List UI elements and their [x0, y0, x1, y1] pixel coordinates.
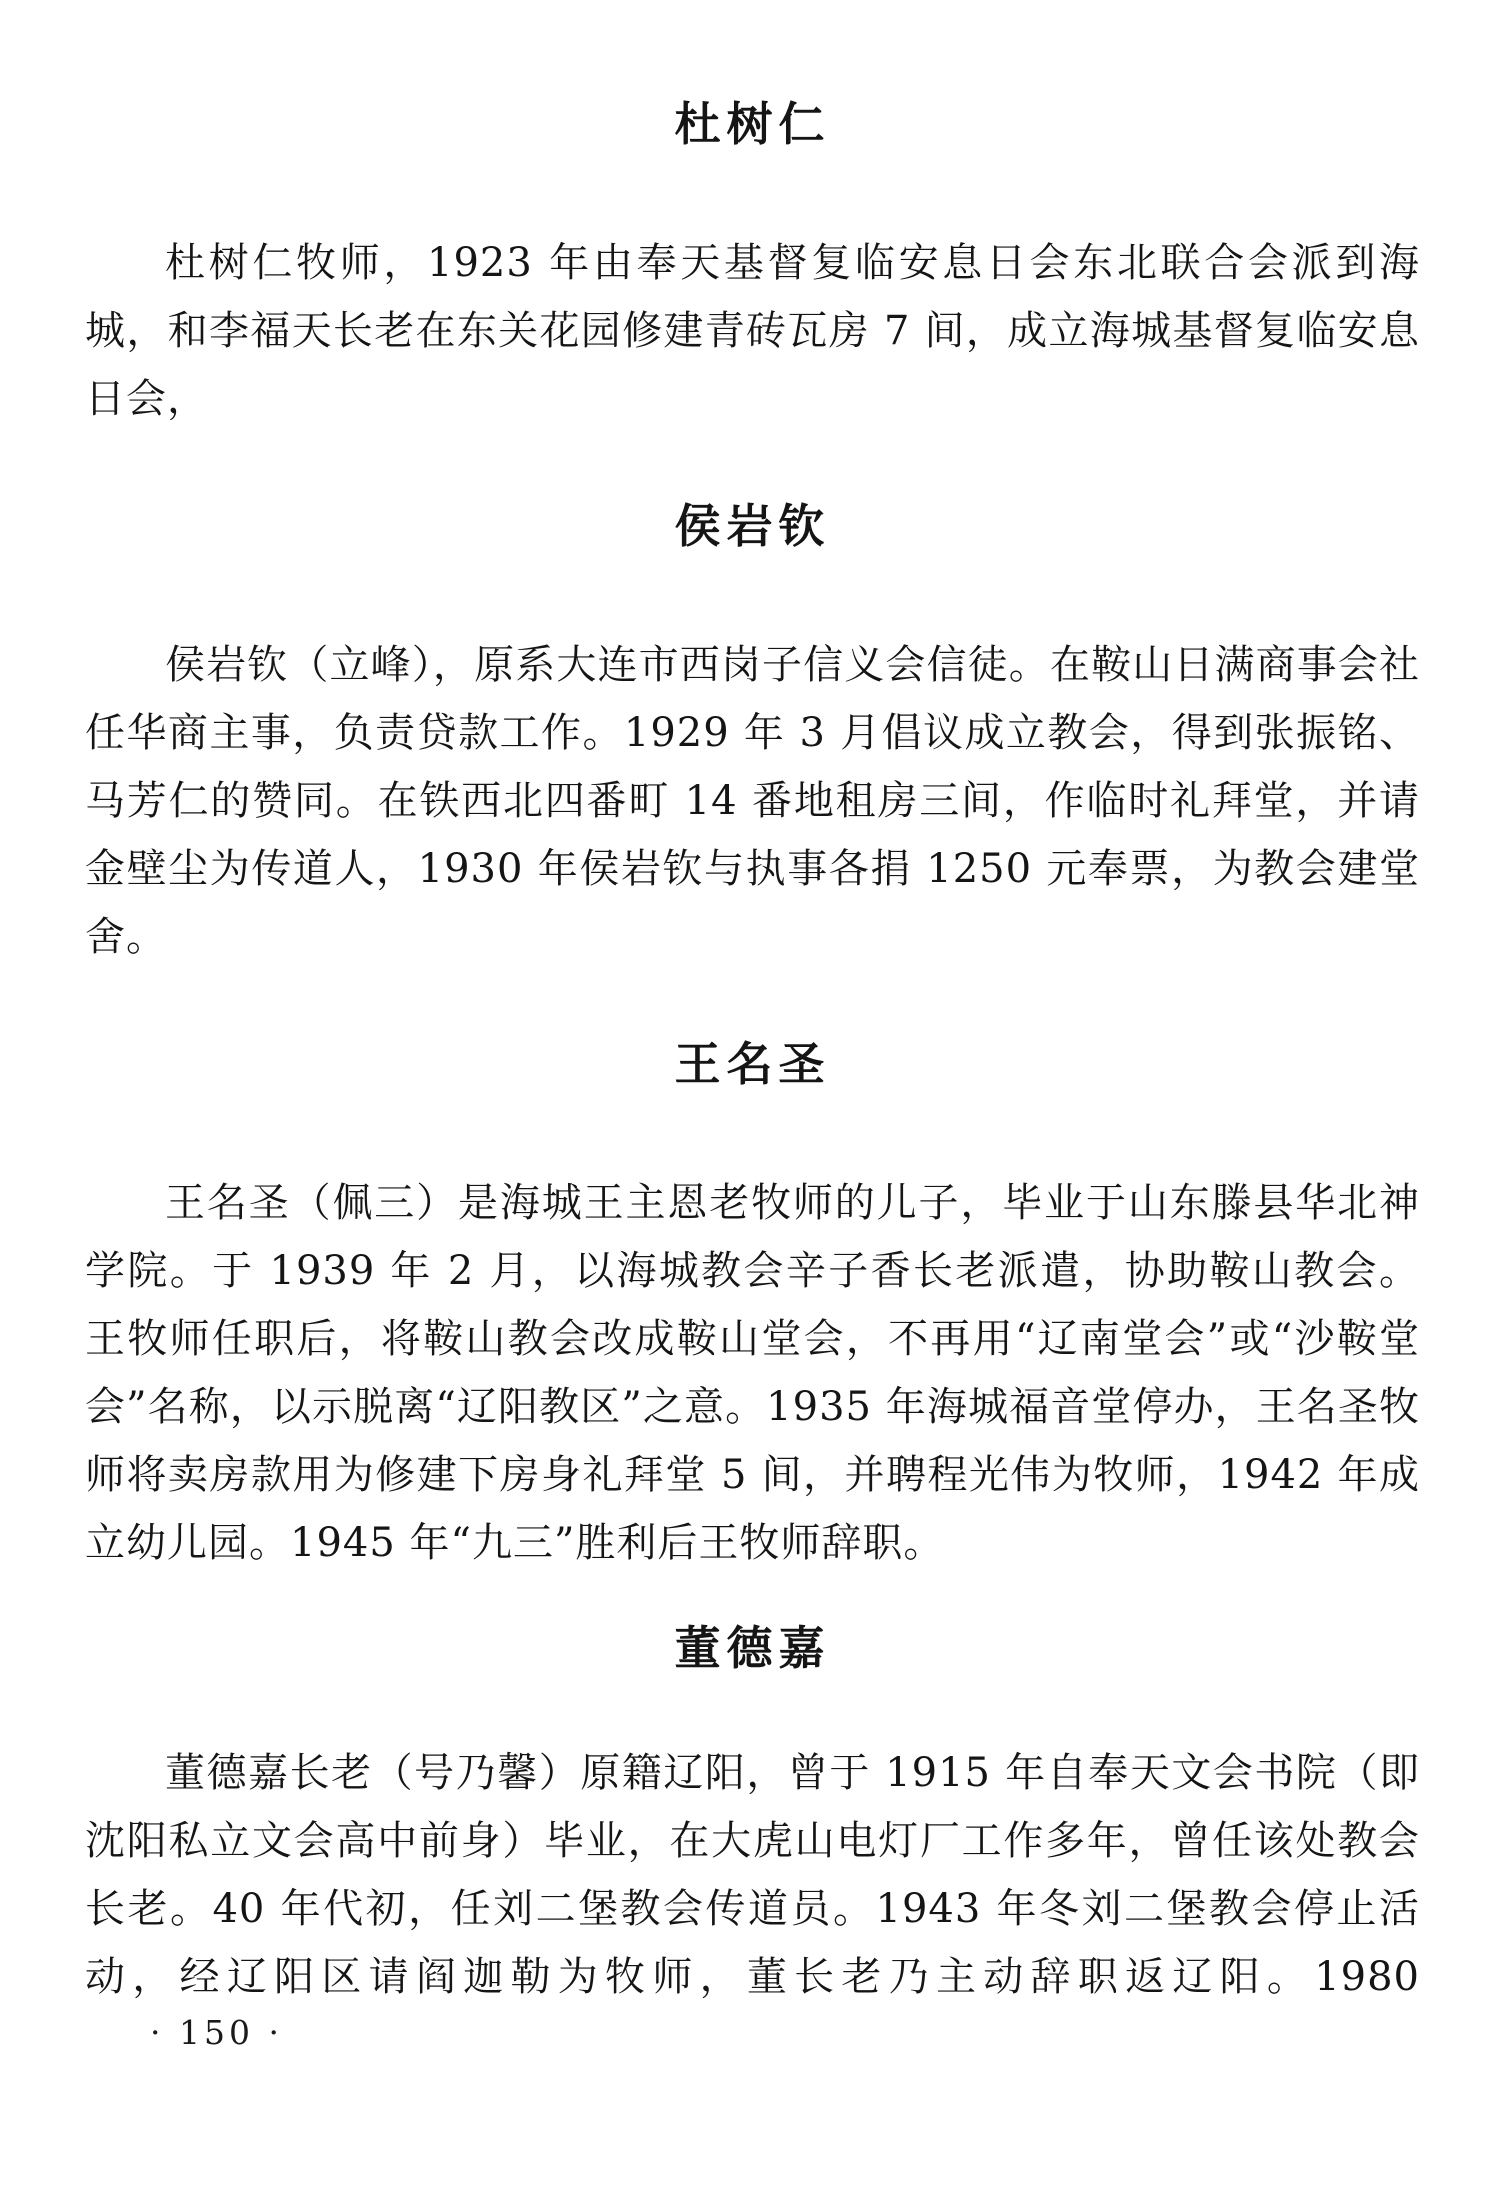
- biography-section-wang-mingsheng: [85, 1035, 1420, 1577]
- section-title: 侯岩钦: [674, 499, 831, 553]
- section-paragraph: 杜树仁牧师，1923 年由奉天基督复临安息日会东北联合会派到海城，和李福天长老在东关花园修建青砖瓦房 7 间，成立海城基督复临安息日会，: [85, 240, 1420, 422]
- biography-section-du-shuren: [85, 95, 1420, 433]
- biography-section-dong-dejia: [85, 1619, 1420, 2011]
- section-title: 王名圣: [674, 1037, 831, 1091]
- biography-section-hou-yanqin: [85, 497, 1420, 971]
- section-title: 杜树仁: [674, 97, 831, 151]
- section-title: 董德嘉: [674, 1621, 831, 1675]
- section-paragraph: 王名圣（佩三）是海城王主恩老牧师的儿子，毕业于山东滕县华北神学院。于 1939 年 2 月，以海城教会辛子香长老派遣，协助鞍山教会。王牧师任职后，将鞍山教会改成鞍山堂会，不再用“辽南堂会”或“沙鞍堂会”名称，以示脱离“辽阳教区”之意。1935 年海城福音堂停办，王名圣牧师将卖房款用为修建下房身礼拜堂 5 间，并聘程光伟为牧师，1942 年成立幼儿园。1945 年“九三”胜利后王牧师辞职。: [85, 1180, 1420, 1566]
- section-paragraph: 董德嘉长老（号乃馨）原籍辽阳，曾于 1915 年自奉天文会书院（即沈阳私立文会高中前身）毕业，在大虎山电灯厂工作多年，曾任该处教会长老。40 年代初，任刘二堡教会传道员。1943 年冬刘二堡教会停止活动，经辽阳区请阎迦勒为牧师，董长老乃主动辞职返辽阳。1980: [85, 1750, 1420, 2000]
- page-number: · 150 ·: [150, 2013, 283, 2052]
- section-paragraph: 侯岩钦（立峰），原系大连市西岗子信义会信徒。在鞍山日满商事会社任华商主事，负责贷款工作。1929 年 3 月倡议成立教会，得到张振铭、马芳仁的赞同。在铁西北四番町 14 番地租房三间，作临时礼拜堂，并请金壁尘为传道人，1930 年侯岩钦与执事各捐 1250 元奉票，为教会建堂舍。: [85, 642, 1420, 960]
